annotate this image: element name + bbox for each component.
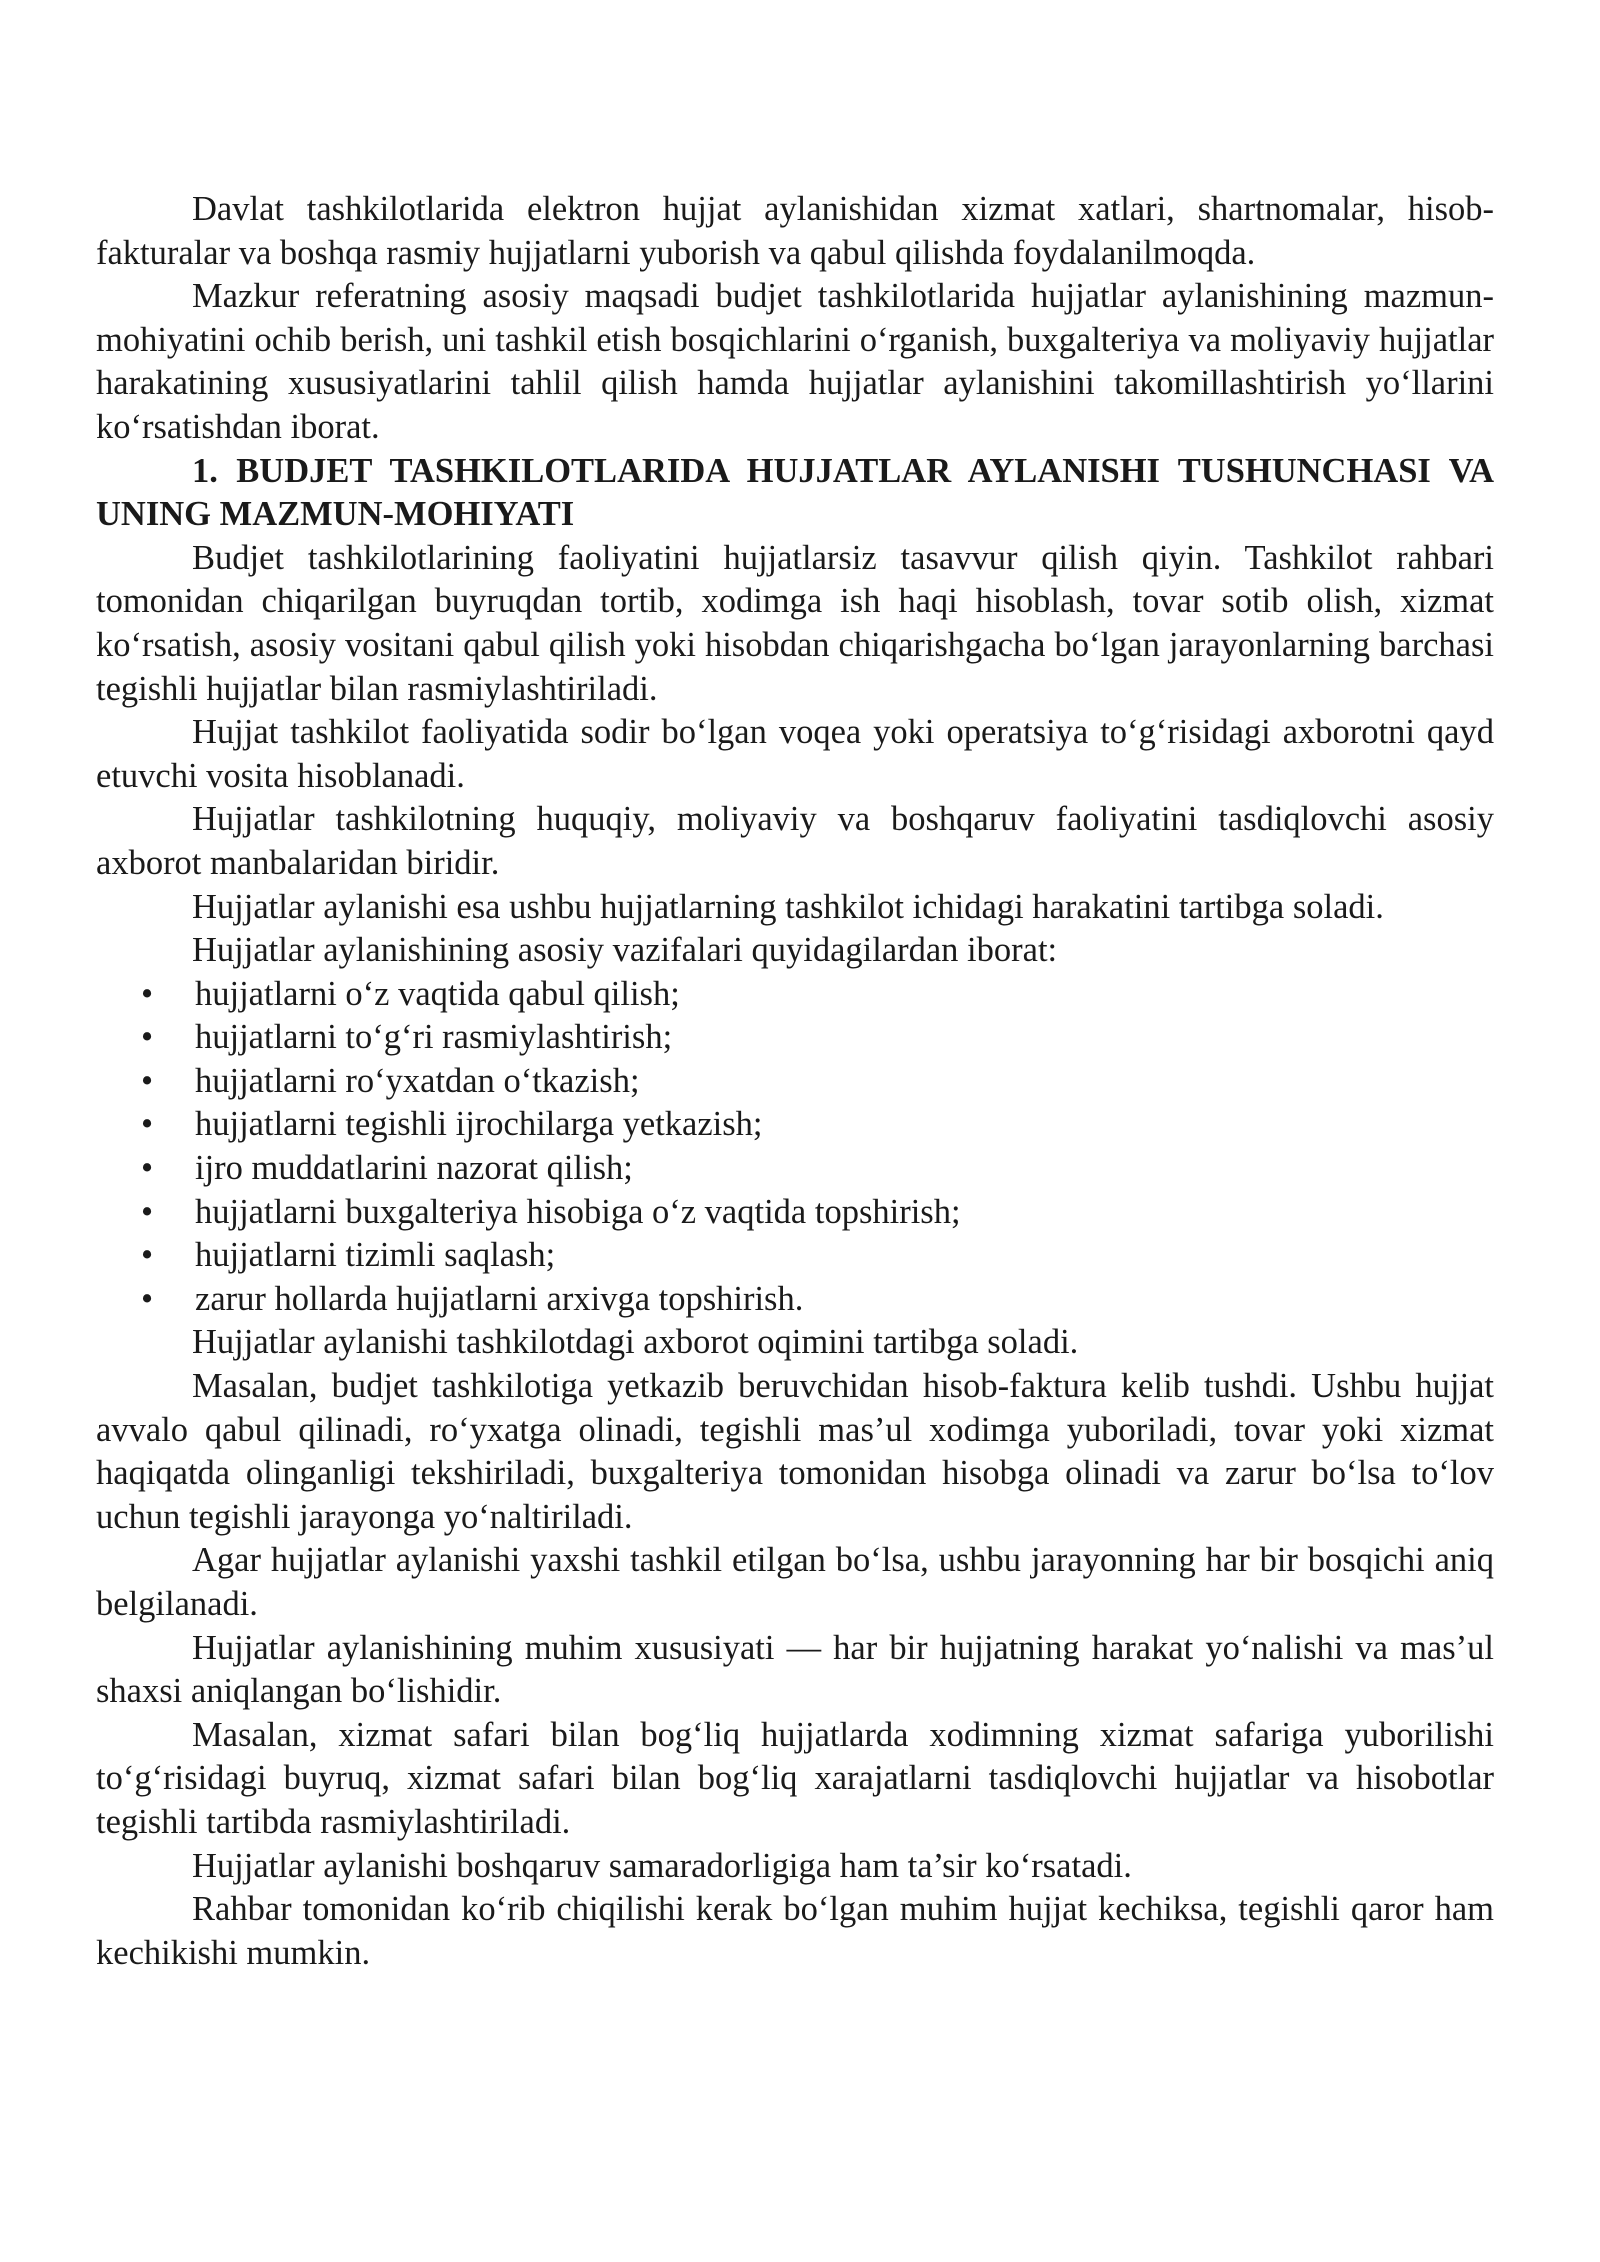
list-intro: Hujjatlar aylanishining asosiy vazifalari quyidagilardan iborat: [192,931,1058,970]
paragraph: Hujjatlar aylanishining muhim xususiyati — har bir hujjatning harakat yo‘nalishi va mas’ul shaxsi aniqlangan bo‘lishidir. [96,1628,1494,1711]
bullet-icon: • [141,1061,154,1100]
list-item-text: hujjatlarni to‘g‘ri rasmiylashtirish; [195,1018,673,1057]
paragraph: Hujjatlar aylanishi esa ushbu hujjatlarning tashkilot ichidagi harakatini tartibga soladi. [192,887,1384,926]
list-item [96,973,1494,1017]
bullet-icon: • [141,1149,154,1188]
list-item-text: ijro muddatlarini nazorat qilish; [195,1149,633,1188]
list-item [96,1234,1494,1278]
list-item-text: hujjatlarni tizimli saqlash; [195,1236,556,1275]
document-page [96,188,1494,1975]
list-item [96,1147,1494,1191]
list-item [96,1060,1494,1104]
section-heading: 1. BUDJET TASHKILOTLARIDA HUJJATLAR AYLANISHI TUSHUNCHASI VA UNING MAZMUN-MOHIYATI [96,451,1494,534]
bullet-icon: • [141,1279,154,1318]
paragraph: Hujjatlar aylanishi boshqaruv samaradorligiga ham ta’sir ko‘rsatadi. [192,1846,1132,1885]
paragraph: Agar hujjatlar aylanishi yaxshi tashkil etilgan bo‘lsa, ushbu jarayonning har bir bosqichi aniq belgilanadi. [96,1541,1494,1623]
bullet-icon: • [141,1192,154,1231]
bullet-icon: • [141,1105,154,1144]
paragraph: Davlat tashkilotlarida elektron hujjat aylanishidan xizmat xatlari, shartnomalar, hisob-fakturalar va boshqa rasmiy hujjatlarni yuborish va qabul qilishda foydalanilmoqda. [96,190,1494,272]
list-item [96,1191,1494,1235]
list-item [96,1103,1494,1147]
bullet-icon: • [141,1018,154,1057]
list-item [96,1278,1494,1322]
paragraph: Rahbar tomonidan ko‘rib chiqilishi kerak bo‘lgan muhim hujjat kechiksa, tegishli qaror ham kechikishi mumkin. [96,1890,1494,1972]
paragraph: Mazkur referatning asosiy maqsadi budjet tashkilotlarida hujjatlar aylanishining mazmun-mohiyatini ochib berish, uni tashkil etish bosqichlarini o‘rganish, buxgalteriya va moliyaviy hujjatlar harakatining xususiyatlarini tahlil qilish hamda hujjatlar aylanishini takomillashtirish yo‘llarini ko‘rsatishdan iborat. [96,277,1494,446]
list-item-text: zarur hollarda hujjatlarni arxivga topshirish. [195,1279,804,1318]
list-item-text: hujjatlarni buxgalteriya hisobiga o‘z vaqtida topshirish; [195,1192,961,1231]
paragraph: Masalan, budjet tashkilotiga yetkazib beruvchidan hisob-faktura kelib tushdi. Ushbu hujjat avvalo qabul qilinadi, ro‘yxatga olinadi, tegishli mas’ul xodimga yuboriladi, tovar yoki xizmat haqiqatda olinganligi tekshiriladi, buxgalteriya tomonidan hisobga olinadi va zarur bo‘lsa to‘lov uchun tegishli jarayonga yo‘naltiriladi. [96,1367,1494,1536]
list-item-text: hujjatlarni ro‘yxatdan o‘tkazish; [195,1061,640,1100]
paragraph: Hujjatlar tashkilotning huquqiy, moliyaviy va boshqaruv faoliyatini tasdiqlovchi asosiy axborot manbalaridan biridir. [96,800,1494,882]
paragraph: Budjet tashkilotlarining faoliyatini hujjatlarsiz tasavvur qilish qiyin. Tashkilot rahbari tomonidan chiqarilgan buyruqdan tortib, xodimga ish haqi hisoblash, tovar sotib olish, xizmat ko‘rsatish, asosiy vositani qabul qilish yoki hisobdan chiqarishgacha bo‘lgan jarayonlarning barchasi tegishli hujjatlar bilan rasmiylashtiriladi. [96,538,1494,708]
bullet-icon: • [141,974,154,1013]
bullet-icon: • [141,1236,154,1275]
paragraph: Hujjatlar aylanishi tashkilotdagi axborot oqimini tartibga soladi. [192,1323,1079,1362]
list-item-text: hujjatlarni o‘z vaqtida qabul qilish; [195,974,680,1013]
bullet-list [96,973,1494,1322]
paragraph: Masalan, xizmat safari bilan bog‘liq hujjatlarda xodimning xizmat safariga yuborilishi to‘g‘risidagi buyruq, xizmat safari bilan bog‘liq xarajatlarni tasdiqlovchi hujjatlar va hisobotlar tegishli tartibda rasmiylashtiriladi. [96,1715,1494,1841]
paragraph: Hujjat tashkilot faoliyatida sodir bo‘lgan voqea yoki operatsiya to‘g‘risidagi axborotni qayd etuvchi vosita hisoblanadi. [96,713,1494,795]
list-item [96,1016,1494,1060]
list-item-text: hujjatlarni tegishli ijrochilarga yetkazish; [195,1105,763,1144]
